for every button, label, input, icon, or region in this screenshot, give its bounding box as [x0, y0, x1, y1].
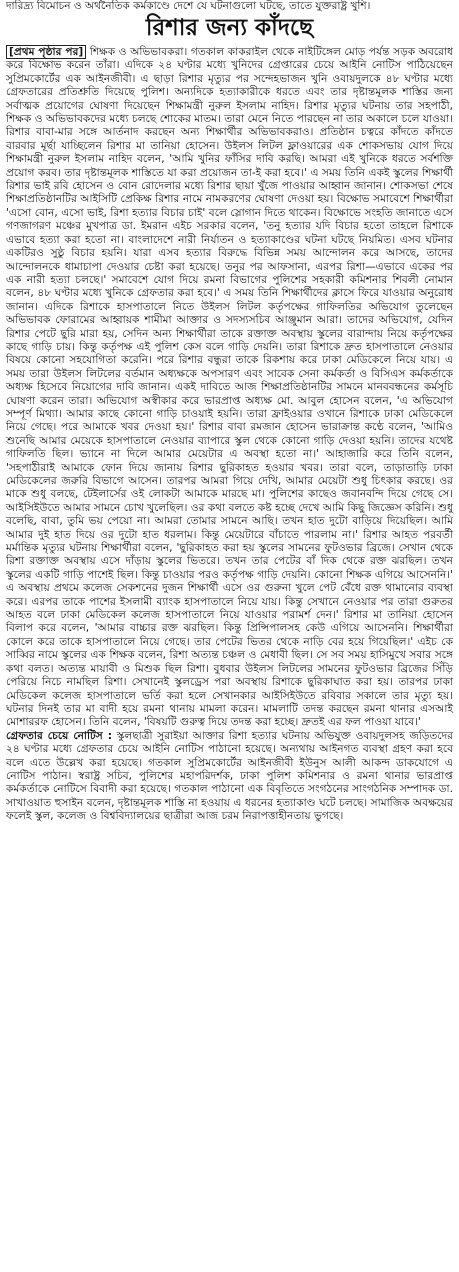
paragraph-1	[6, 46, 453, 730]
previous-article-tail: দারিদ্র্য বিমোচন ও অর্থনৈতিক কর্মকাণ্ডে দেশে যে ঘটনাগুলো ঘটছে, তাতে যুক্তরাষ্ট্র খুশি।	[6, 0, 371, 12]
subheading-notice: গ্রেফতার চেয়ে নোটিস :	[6, 729, 113, 742]
continuation-label: [প্রথম পৃষ্ঠার পর]	[6, 45, 86, 59]
paragraph-2-text: স্কুলছাত্রী সুরাইয়া আক্তার রিশা হত্যার ঘটনায় অভিযুক্ত ওবায়দুলসহ জড়িতদের ২৪ ঘণ্টার মধ্যে গ্রেফতার চেয়ে আইনি নোটিস পাঠানো হয়েছে। অন্যথায় আইনগত ব্যবস্থা গ্রহণ করা হবে বলে এতে উল্লেখ করা হয়েছে। গতকাল সুপ্রিমকোর্টের আইনজীবী ইউনুস আলী আকন্দ ডাকযোগে এ নোটিস পাঠান। স্বরাষ্ট্র সচিব, পুলিশের মহাপরিদর্শক, ঢাকা পুলিশ কমিশনার ও রমনা থানার ভারপ্রাপ্ত কর্মকর্তাকে নোটিসে বিবাদী করা হয়েছে। গতকাল পাঠানো এক বিবৃতিতে সংগঠনের সাংগঠনিক সম্পাদক ডা. সাখাওয়াত হুসাইন বলেন, দৃষ্টান্তমূলক শাস্তি না হওয়ায় এ ধরনের হত্যাকাণ্ড ঘটে চলছে। সামাজিক অবক্ষয়ের ফলেই স্কুল, কলেজ ও বিশ্ববিদ্যালয়ের ছাত্রীরা আজ চরম নিরাপত্তাহীনতায় ভুগছে।	[6, 729, 453, 823]
paragraph-1-text: শিক্ষক ও অভিভাবকরা। গতকাল কাকরাইল থেকে নাইটিঙ্গেল মোড় পর্যন্ত সড়ক অবরোধ করে বিক্ষোভ করেন তাঁরা। এদিকে ২৪ ঘণ্টার মধ্যে খুনিদের গ্রেপ্তারের চেয়ে আইনি নোটিস পাঠিয়েছেন সুপ্রিমকোর্টের এক আইনজীবী। এ ছাড়া রিশার মৃত্যুর পর সন্দেহভাজন খুনি ওবায়দুলকে ৪৮ ঘণ্টার মধ্যে গ্রেফতারের প্রতিশ্রুতি দিয়েছে পুলিশ। অন্যদিকে হত্যাকারীকে ধরতে এবং তার দৃষ্টান্তমূলক শাস্তির জন্য সর্বাত্মক প্রয়োগের ঘোষণা দিয়েছেন শিক্ষামন্ত্রী নুরুল ইসলাম নাহিদ। রিশার মৃত্যুর ঘটনায় তার সহপাঠী, শিক্ষক ও অভিভাবকদের মধ্যে চলছে শোকের মাতম। তারা মেনে নিতে পারছেন না তার অকালে চলে যাওয়া। রিশার বাবা-মার সঙ্গে আর্তনাদ করছেন অন্য শিক্ষার্থীর অভিভাবকরাও। প্রতিষ্ঠান চত্বরে কাঁদতে কাঁদতে বারবার মূর্ছা যাচ্ছিলেন রিশার মা তানিয়া হোসেন। উইলস লিটল ফ্লাওয়ারের এক শোকসভায় যোগ দিয়ে শিক্ষামন্ত্রী নুরুল ইসলাম নাহিদ বলেন, 'আমি খুনির ফাঁসির দাবি করছি। আমরা এই খুনিকে ধরতে সর্বশক্তি প্রয়োগ করব। তার দৃষ্টান্তমূলক শাস্তিতে যা করা প্রয়োজন তা-ই করা হবে।' এ সময় তিনি একই স্কুলের শিক্ষার্থী রিশার ভাই রবি হোসেন ও বোন রোদেলার মধ্যে রিশার ছায়া খুঁজে পাওয়ার আহ্বান জানান। শোকসভা শেষে শিক্ষাপ্রতিষ্ঠানটির আইসিটি প্রেকিক্ষ রিশার নামে নামকরণের ঘোষণা দেওয়া হয়। বিক্ষোভ সমাবেশে শিক্ষার্থীরা 'এসো বোন, এসো ভাই, রিশা হত্যার বিচার চাই' বলে স্লোগান দিতে থাকেন। বিক্ষোভে সংহতি জানাতে এসে গণজাগরণ মঞ্চের মুখপাত্র ডা. ইমরান এইচ সরকার বলেন, 'তনু হত্যার যদি বিচার হতো তাহলে রিশাকে এভাবে হত্যা করা হতো না। বাংলাদেশে নারী নির্যাতন ও হত্যাকাণ্ডের ঘটনা ঘটছে নিয়মিত। এসব ঘটনার একটিরও সুষ্ঠু বিচার হয়নি। যারা এসব হত্যার বিরুদ্ধে বিভিন্ন সময় আন্দোলন করে আসছে, তাদের আন্দোলনকে ধামাচাপা দেওয়ার চেষ্টা করা হয়েছে। তনুর পর আফসানা, এরপর রিশা—এভাবে একের পর এক নারী হত্যা চলছে।' সমাবেশে যোগ দিয়ে রমনা বিভাগের পুলিশের সহকারী কমিশনার শিবলী নোমান বলেন, ৪৮ ঘণ্টার মধ্যে খুনিকে গ্রেফতার করা হবে।' এ সময় তিনি শিক্ষার্থীদের ক্লাসে ফিরে যাওয়ার অনুরোধ জানান। এদিকে রিশাকে হাসপাতালে নিতে উইলস লিটল কর্তৃপক্ষের গাফিলতির অভিযোগ তুলেছেন অভিভাবক ফোরামের আহ্বায়ক শামীমা আক্তার ও সদস্যসচিব আঞ্জুমান আরা। তাদের অভিযোগ, যেদিন রিশার পেটে ছুরি মারা হয়, সেদিন অন্য শিক্ষার্থীরা তাকে রক্তাক্ত অবস্থায় স্কুলের বারান্দায় নিয়ে কর্তৃপক্ষের কাছে গাড়ি চায়। কিন্তু কর্তৃপক্ষ এই পুলিশ কেস বলে গাড়ি দেয়নি। তারা রিশাকে দ্রুত হাসপাতালে নেওয়ার বিষয়ে কোনো সহযোগিতা করেনি। পরে রিশার বন্ধুরা তাকে রিকশায় করে ঢাকা মেডিকেলে নিয়ে যায়। এ সময় তারা উইলস লিটলের বর্তমান অধ্যক্ষকে অপসারণ এবং সাবেক সেনা কর্মকর্তা ও বিসিএস কর্মকর্তাকে অধ্যক্ষ হিসেবে নিয়োগের দাবি জানান। একই দাবিতে আজ শিক্ষাপ্রতিষ্ঠানটির সামনে মানববন্ধনের কর্মসূচি ঘোষণা করেন তারা। অভিযোগ অস্বীকার করে ভারপ্রাপ্ত অধ্যক্ষ মো. আবুল হোসেন বলেন, 'এ অভিযোগ সম্পূর্ণ মিথ্যা। আমার কাছে কোনো গাড়ি চাওয়াই হয়নি। তারা ফ্রাইওয়ার ওখানে রিশাকে ঢাকা মেডিকেলে নিয়ে গেছে। পরে আমাকে খবর দেওয়া হয়।' রিশার বাবা রমজান হোসেন ভারাক্রান্ত কণ্ঠে বলেন, 'আমিও শুনেছি আমার মেয়েকে হাসপাতালে নেওয়ার ব্যাপারে স্কুল থেকে কোনো গাড়ি দেওয়া হয়নি। তাদের যথেষ্ট গাফিলতি ছিল। ভ্যানে না দিলে আমার মেয়েটার এ অবস্থা হতো না।' আহাজারি করে তিনি বলেন, 'সহপাঠীরাই আমাকে ফোন দিয়ে জানায় রিশার ছুরিকাহত হওয়ার খবর। তারা বলে, তাড়াতাড়ি ঢাকা মেডিকেলের জরুরি বিভাগে আসেন। তারপর আমরা গিয়ে দেখি, আমার মেয়েটা শুধু চিৎকার করছে। ওর মাকে শুধু বলছে, টেইলার্সের ওই লোকটা আমাকে মারছে মা। পুলিশের কাছেও জবানবন্দি দিয়ে গেছে সে। আইসিইউতে আমার সামনে চোখ খুলেছিল। ওর কথা বলতে কষ্ট হচ্ছে দেখে আমি কিছু জিজ্ঞেস করিনি। শুধু বলেছি, বাবা, তুমি ভয় পেয়ো না। আমরা তোমার সামনে আছি। তখন হাত দুটো বাড়িয়ে দিয়েছিল। আমি আমার দুই হাত দিয়ে ওর দুটো হাত ধরলাম। কিন্তু মেয়েটারে বাঁচাতে পারলাম না।' রিশার আহত পরবর্তী মর্মান্তিক মৃত্যুর ঘটনায় শিক্ষার্থীরা বলেন, 'ছুরিকাহত করা হয় স্কুলের সামনের ফুটওভার ব্রিজে। সেখান থেকে রিশা রক্তাক্ত অবস্থায় এসে দাঁড়ায় স্কুলের ভিতরে। তখন তার পেটের বাঁ দিক থেকে রক্ত ঝরছিল। তখন স্কুলের একটি গাড়ি পাশেই ছিল। কিন্তু চাওয়ার পরও কর্তৃপক্ষ গাড়ি দেয়নি। কোনো শিক্ষক এগিয়ে আসেননি।' এ অবস্থায় প্রথমে কলেজ সেকশনের দুজন শিক্ষার্থী এসে ওর গুরুনা খুলে পেট বেঁধে রক্ত থামানোর ব্যবস্থা করে। এরপর তাকে পাশের ইসলামী ব্যাংক হাসপাতালে নিয়ে যায়। কিন্তু সেখানে নেওয়ার পর তারা গুরুতর আহত বলে ঢাকা মেডিকেল কলেজ হাসপাতালে নিয়ে যাওয়ার পরামর্শ দেন।' রিশার মা তানিয়া হোসেন বিলাপ করে বলেন, 'আমার বাচ্চার রক্ত ঝরছিল। কিন্তু প্রিন্সিপালসহ কেউ এগিয়ে আসেননি। শিক্ষার্থীরা কোলে করে তাকে হাসপাতালে নিয়ে গেছে। তার পেটের ভিতর থেকে নাড়ি বের হয়ে গিয়েছিল।' এইচ কে সাব্বির নামে স্কুলের এক শিক্ষক বলেন, রিশা অত্যন্ত চঞ্চল ও মেধাবী ছিল। সে সব সময় হাসিমুখে সবার সঙ্গে কথা বলত। অত্যন্ত মায়াবী ও মিশুক ছিল রিশা। বুধবার উইলস লিটলের সামনের ফুটওভার ব্রিজের সিঁড়ি পেরিয়ে নিচে নামছিল রিশা। সেখানেই স্কুলড্রেস পরা অবস্থায় রিশাকে ছুরিকাঘাত করা হয়। তারপর ঢাকা মেডিকেল কলেজ হাসপাতালে ভর্তি করা হলে সেখানকার আইসিইউতে রবিবার সকালে তার মৃত্যু হয়। ঘটনার দিনই তার মা বাদী হয়ে রমনা থানায় মামলা করেন। মামলাটি তদন্ত করছেন রমনা থানার এসআই মোশাররফ হোসেন। তিনি বলেন, 'বিষয়টি গুরুত্ব দিয়ে তদন্ত করা হচ্ছে। দ্রুতই এর ফল পাওয়া যাবে।'	[6, 46, 453, 729]
headline: রিশার জন্য কাঁদছে	[145, 14, 314, 41]
paragraph-2	[6, 730, 453, 824]
article-body	[6, 46, 453, 824]
